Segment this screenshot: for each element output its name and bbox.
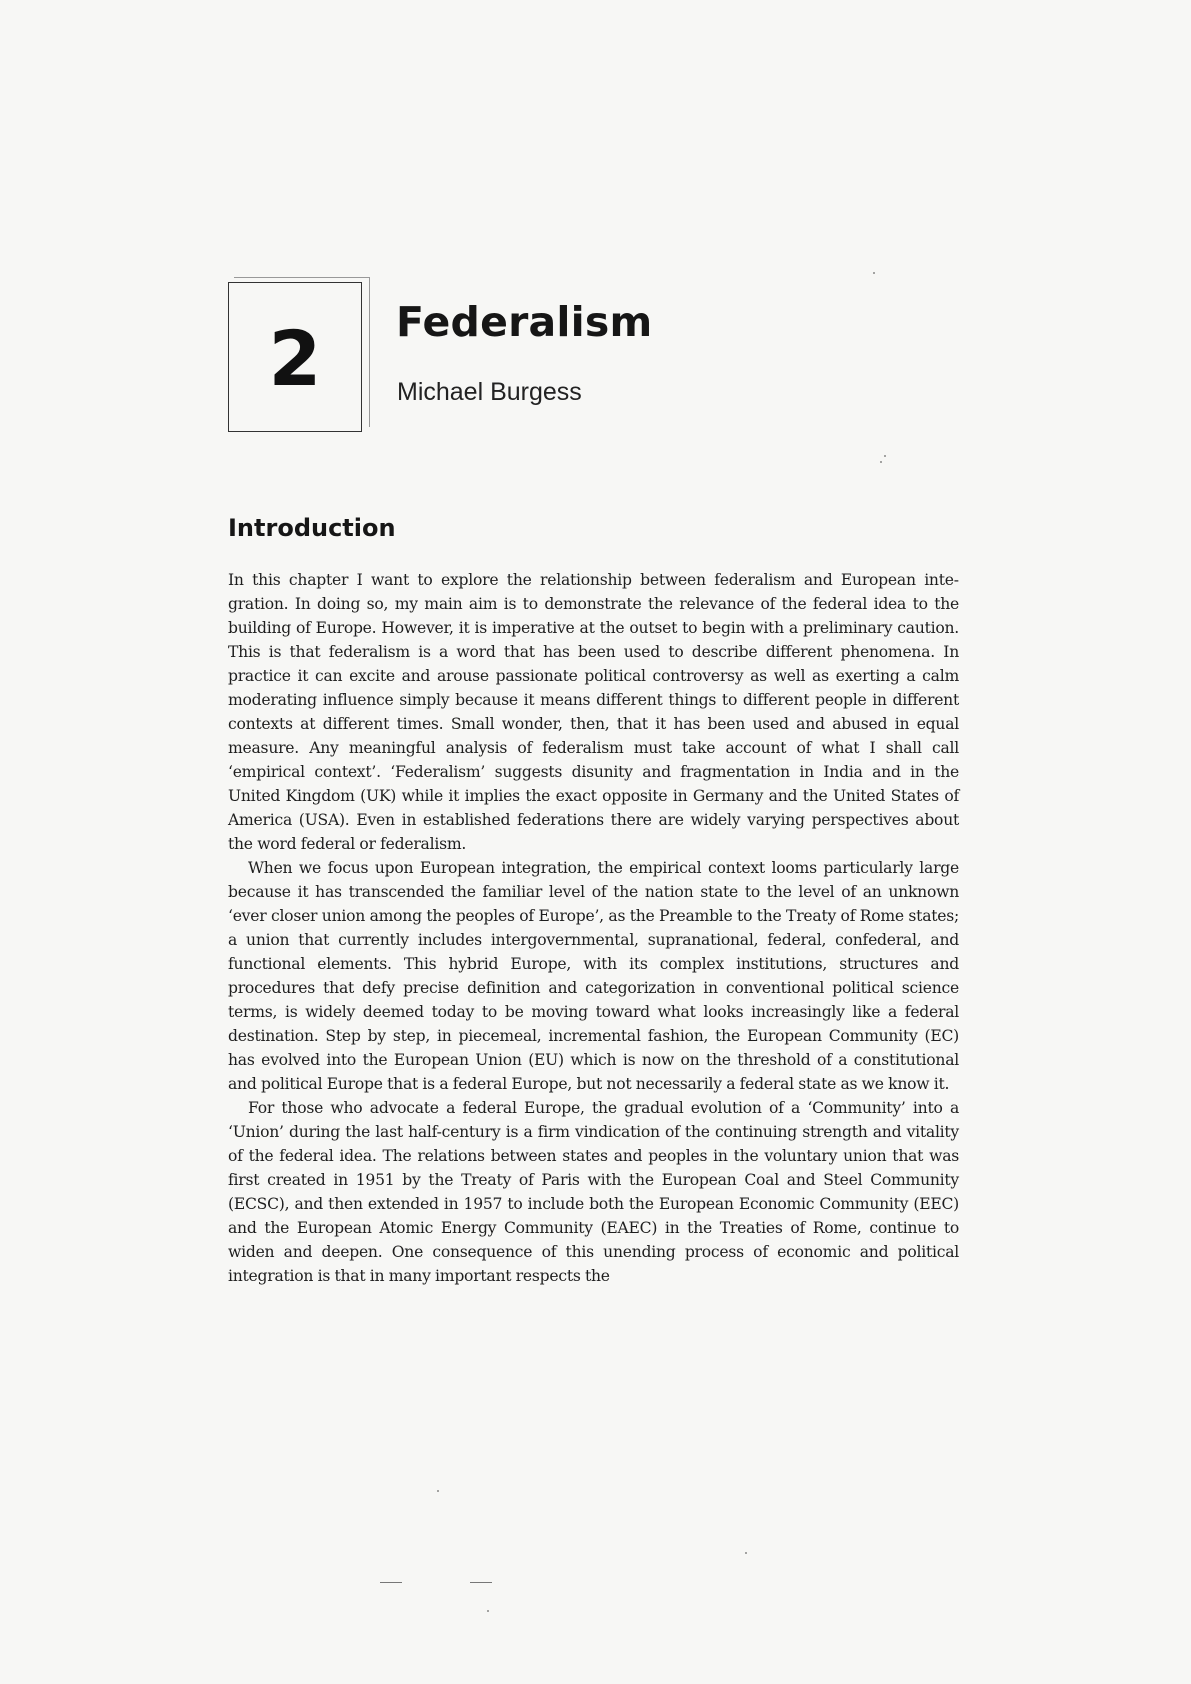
body-text <box>228 568 959 1288</box>
scan-speck <box>873 272 875 274</box>
paragraph-3: For those who advocate a federal Europe, the gradual evolution of a ‘Community’ into a ‘Union’ during the last half-century is a firm vindication of the continuing strength and vitality of the federal idea. The relations between states and peoples in the voluntary union that was first created in 1951 by the Treaty of Paris with the European Coal and Steel Community (ECSC), and then extended in 1957 to include both the European Economic Community (EEC) and the European Atomic Energy Community (EAEC) in the Treaties of Rome, continue to widen and deepen. One consequence of this unending process of economic and political integration is that in many important respects the <box>228 1099 959 1285</box>
scan-speck <box>437 1490 439 1492</box>
chapter-number-box <box>228 282 362 432</box>
chapter-number: 2 <box>268 314 322 403</box>
scan-mark <box>380 1582 402 1583</box>
scan-mark <box>470 1582 492 1583</box>
scan-speck <box>880 461 882 463</box>
chapter-title: Federalism <box>396 298 653 346</box>
chapter-author: Michael Burgess <box>397 378 582 406</box>
paragraph-1: In this chapter I want to explore the relationship between federalism and European integration. In doing so, my main aim is to demonstrate the relevance of the federal idea to the building of Europe. However, it is imperative at the outset to begin with a preliminary caution. This is that federalism is a word that has been used to describe different phenomena. In practice it can excite and arouse passionate political controversy as well as exerting a calm moderating influence simply because it means different things to different people in different contexts at different times. Small wonder, then, that it has been used and abused in equal measure. Any meaningful analysis of federalism must take account of what I shall call ‘empirical context’. ‘Federalism’ suggests disunity and fragmentation in India and in the United Kingdom (UK) while it implies the exact opposite in Germany and the United States of America (USA). Even in established federations there are widely varying perspectives about the word federal or federalism. <box>228 571 959 853</box>
scan-speck <box>884 455 886 457</box>
scan-speck <box>745 1552 747 1554</box>
scan-speck <box>487 1610 489 1612</box>
section-heading: Introduction <box>228 514 396 542</box>
paragraph-2: When we focus upon European integration, the empirical context looms particularly large because it has transcended the familiar level of the nation state to the level of an unknown ‘ever closer union among the peoples of Europe’, as the Preamble to the Treaty of Rome states; a union that currently includes intergovernmental, supranational, federal, confederal, and functional elements. This hybrid Europe, with its complex institutions, structures and procedures that defy precise definition and categorization in conventional political science terms, is widely deemed today to be moving toward what looks increasingly like a federal destination. Step by step, in piecemeal, incremental fashion, the European Community (EC) has evolved into the European Union (EU) which is now on the threshold of a constitutional and political Europe that is a federal Europe, but not necessarily a federal state as we know it. <box>228 859 959 1093</box>
